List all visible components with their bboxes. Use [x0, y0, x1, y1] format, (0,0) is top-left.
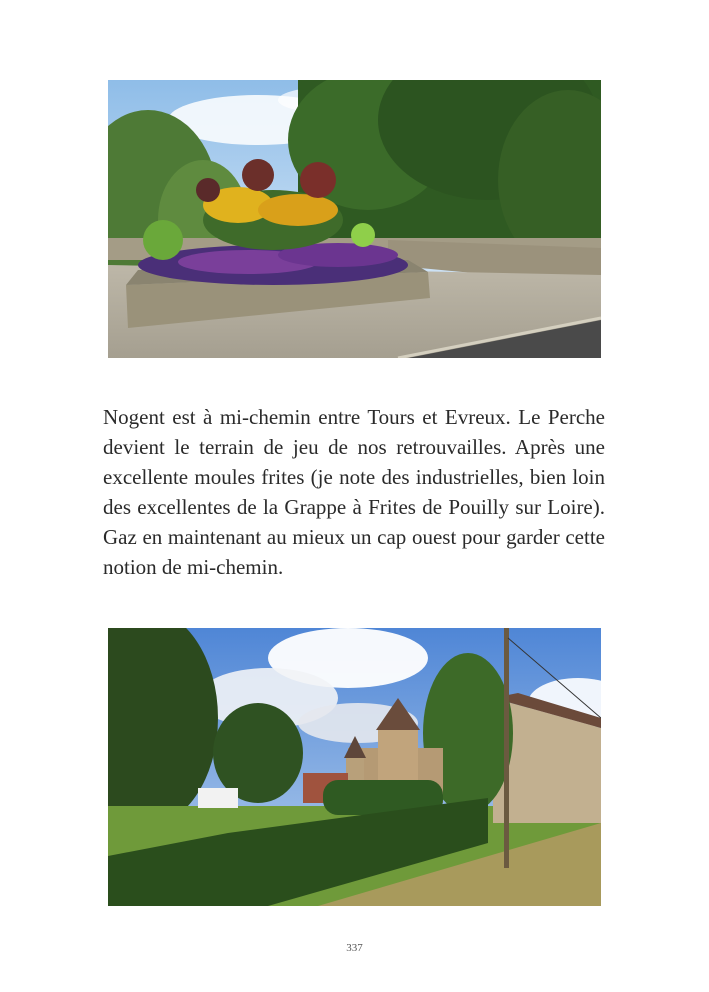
manor-photo-image — [108, 628, 601, 906]
page-number: 337 — [346, 942, 363, 954]
flowerbed-photo-image — [108, 80, 601, 358]
flowerbed-photo — [108, 80, 601, 358]
body-paragraph: Nogent est à mi-chemin entre Tours et Evreux. Le Perche devient le terrain de jeu de nos retrouvailles. Après une excellente moules frites (je note des industrielles, bien loin des excellentes de la Grappe à Frites de Pouilly sur Loire). Gaz en maintenant au mieux un cap ouest pour garder cette notion de mi-chemin. — [103, 405, 605, 579]
manor-photo — [108, 628, 601, 906]
